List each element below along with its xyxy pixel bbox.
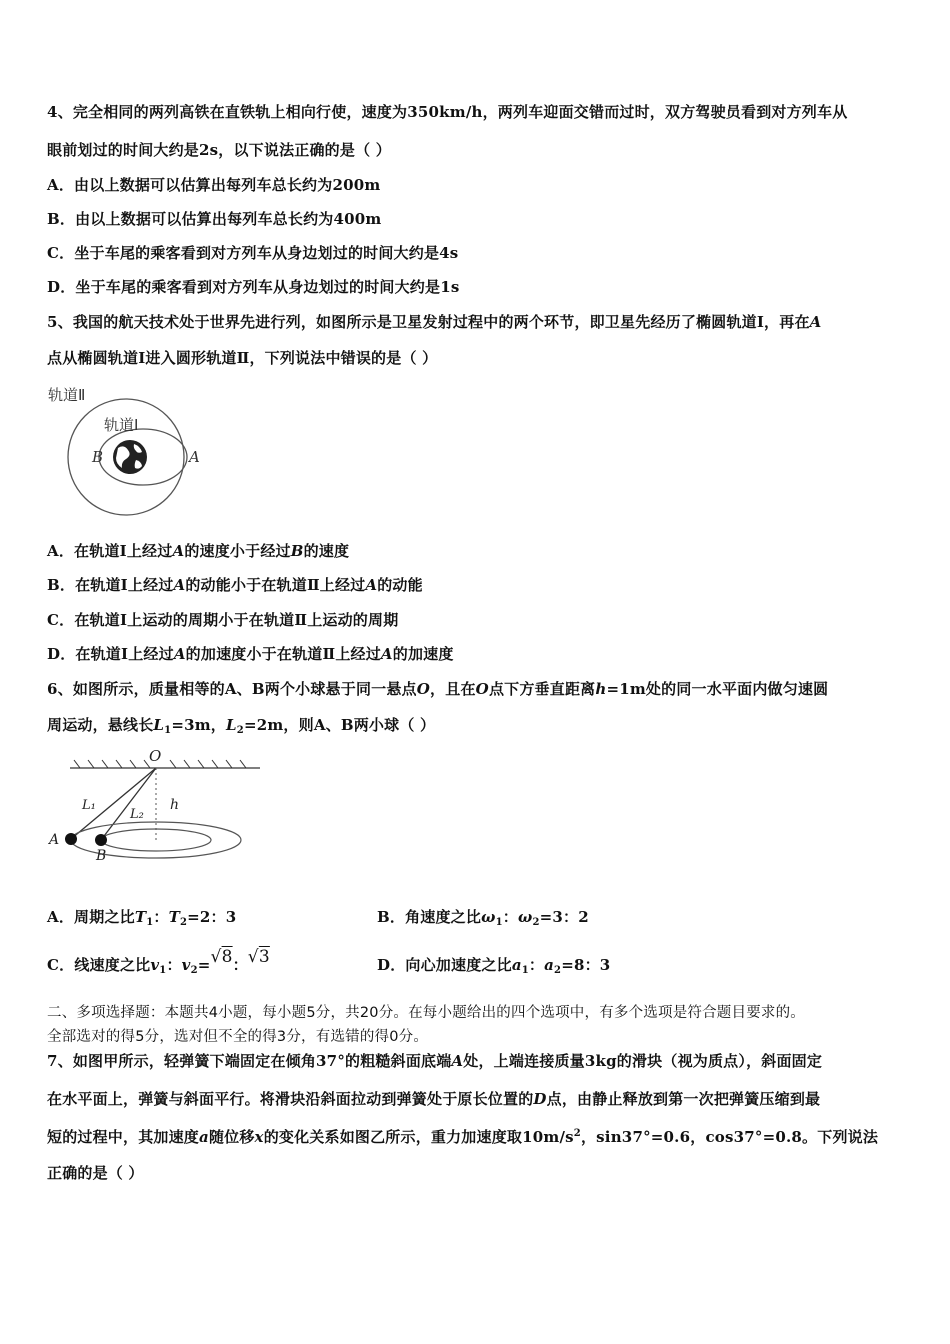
q6-option-c: C．线速度之比$v_1$：$v_2=√8$：√3 [47,947,270,976]
q4-option-c: C．坐于车尾的乘客看到对方列车从身边划过的时间大约是4s [47,244,459,262]
section2-line2: 全部选对的得5分，选对但不全的得3分，有选错的得0分。 [47,1029,429,1045]
q4-option-b: B．由以上数据可以估算出每列车总长约为400m [47,210,382,228]
q4-stem-line2: 眼前划过的时间大约是2s，以下说法正确的是（ ） [47,141,391,159]
q6-option-d: D．向心加速度之比$a_1$：$a_2=8$：3 [377,956,611,976]
orbit-2-label: 轨道Ⅱ [48,386,86,404]
l2-label: L₂ [130,807,144,822]
q7-stem-line4: 正确的是（ ） [47,1164,144,1182]
ball-b-label: B [96,848,107,864]
sqrt-8: √8 [210,947,233,967]
q6-option-a: A．周期之比$T_1$：$T_2=2$：3 [47,908,237,928]
section2-line1: 二、多项选择题：本题共4小题，每小题5分，共20分。在每小题给出的四个选项中，有多个选项是符合题目要求的。 [47,1005,805,1021]
orbit-figure [46,382,206,522]
q6-option-b: B．角速度之比$\omega_1$：$\omega_2=3$：2 [377,908,589,928]
q5-option-b: B．在轨道Ⅰ上经过A的动能小于在轨道Ⅱ上经过A的动能 [47,576,423,594]
q7-stem-line2: 在水平面上，弹簧与斜面平行。将滑块沿斜面拉动到弹簧处于原长位置的D点，由静止释放到第一次把弹簧压缩到最 [47,1090,821,1108]
earth-icon [113,440,147,474]
h-label: h [170,797,180,813]
sqrt-3: √3 [247,947,270,967]
q4-option-d: D．坐于车尾的乘客看到对方列车从身边划过的时间大约是1s [47,278,460,296]
q4-stem-line1: 4、完全相同的两列高铁在直铁轨上相向行使，速度为350km/h，两列车迎面交错而过时，双方驾驶员看到对方列车从 [47,103,848,121]
l1-label: L₁ [82,798,96,813]
ball-a-label: A [49,832,60,848]
ball-b [95,834,107,846]
q6-stem-line1: 6、如图所示，质量相等的A、B两个小球悬于同一悬点O，且在O点下方垂直距离h=1m处的同一水平面内做匀速圆 [47,680,829,698]
point-b-label: B [92,448,104,466]
q7-stem-line3: 短的过程中，其加速度a随位移x的变化关系如图乙所示，重力加速度取$10m/s^2$，sin37°=0.6，cos37°=0.8。下列说法 [47,1128,879,1146]
q5-stem-line1: 5、我国的航天技术处于世界先进行列，如图所示是卫星发射过程中的两个环节，即卫星先经历了椭圆轨道Ⅰ，再在A [47,313,822,331]
q7-stem-line1: 7、如图甲所示，轻弹簧下端固定在倾角37°的粗糙斜面底端A处，上端连接质量3kg的滑块（视为质点），斜面固定 [47,1052,823,1070]
q5-option-c: C．在轨道Ⅰ上运动的周期小于在轨道Ⅱ上运动的周期 [47,611,399,629]
ball-a [65,833,77,845]
q5-stem-line2: 点从椭圆轨道Ⅰ进入圆形轨道Ⅱ，下列说法中错误的是（ ） [47,349,438,367]
q5-option-d: D．在轨道Ⅰ上经过A的加速度小于在轨道Ⅱ上经过A的加速度 [47,645,454,663]
q4-option-a: A．由以上数据可以估算出每列车总长约为200m [47,176,381,194]
q6-stem-line2: 周运动，悬线长$L_1=3m$，$L_2=2m$，则A、B两小球（ ） [47,716,436,736]
q5-option-a: A．在轨道Ⅰ上经过A的速度小于经过B的速度 [47,542,350,560]
point-a-label: A [189,448,200,466]
point-o-label: O [149,747,162,765]
orbit-1-label: 轨道Ⅰ [104,416,139,434]
pendulum-figure [44,746,264,864]
